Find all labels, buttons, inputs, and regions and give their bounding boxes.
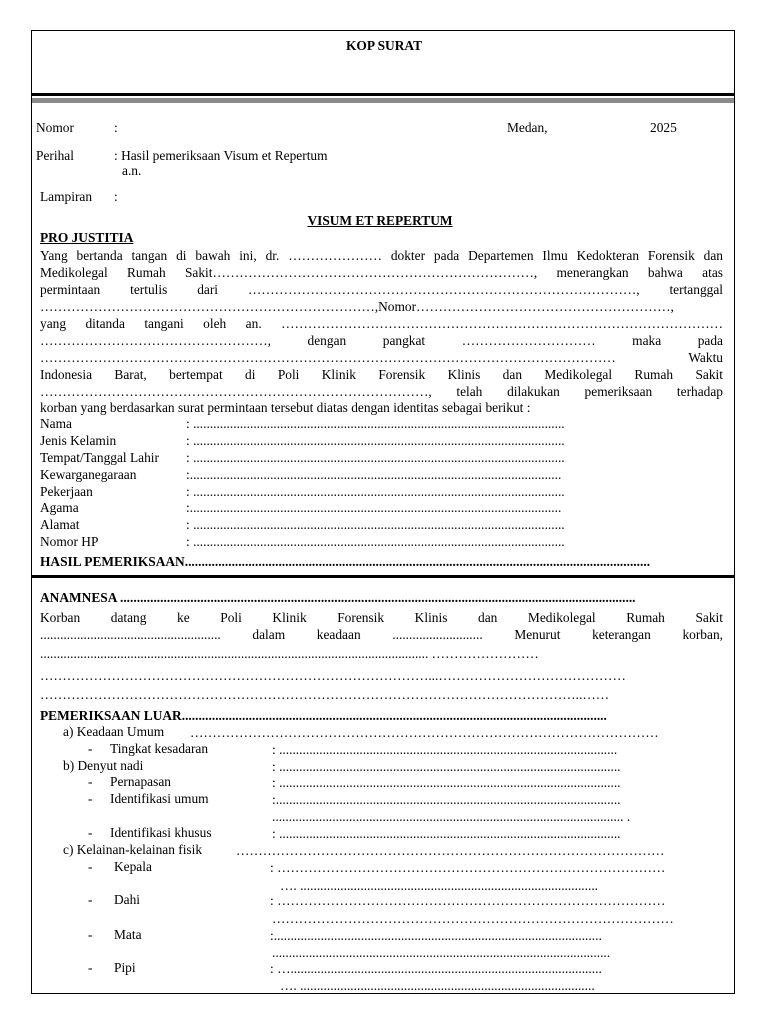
letterhead-title: KOP SURAT — [345, 38, 422, 53]
identity-value: :............................................................................................................... — [186, 467, 562, 482]
intro-line: permintaan tertulis dari ……………………………………………………………………………, tertanggal — [40, 282, 723, 297]
mata-label: Mata — [114, 927, 142, 942]
identity-row-nomor-hp — [40, 533, 724, 550]
list-dash: - — [88, 859, 93, 874]
list-dash: - — [88, 774, 93, 789]
identity-row-kewarganegaraan — [40, 466, 724, 483]
identity-row-agama — [40, 499, 724, 516]
anamnesa-line: .................................................................................................................... …………………… — [40, 646, 539, 661]
nomor-label: Nomor — [36, 120, 74, 135]
identity-row-pekerjaan — [40, 483, 724, 500]
pernapasan-label: Pernapasan — [110, 774, 171, 789]
identity-value: : ............................................................................................................... — [186, 517, 565, 532]
identity-row-alamat — [40, 516, 724, 533]
lampiran-colon: : — [114, 189, 118, 204]
keadaan-umum-label: a) Keadaan Umum — [63, 724, 165, 739]
intro-line: yang ditanda tangani oleh an. ……………………………………………………………………………………… — [40, 316, 723, 331]
kelainan-fisik-dots: …………………………………………………………………………………… — [236, 843, 665, 858]
identity-label: Agama — [40, 500, 79, 515]
document-title: VISUM ET REPERTUM — [307, 213, 453, 228]
pro-justitia-heading: PRO JUSTITIA — [40, 230, 134, 245]
identity-label: Pekerjaan — [40, 484, 93, 499]
lampiran-label: Lampiran — [40, 189, 93, 204]
identity-label: Kewarganegaraan — [40, 467, 137, 482]
hasil-pemeriksaan-heading: HASIL PEMERIKSAAN........................................................................................................................................... — [40, 554, 651, 569]
identity-label: Jenis Kelamin — [40, 433, 117, 448]
identity-row-ttl — [40, 449, 724, 466]
identity-label: Alamat — [40, 517, 80, 532]
mata-continuation: ..................................................................................................... — [272, 945, 611, 960]
letterhead-rule-top — [32, 93, 734, 96]
keadaan-umum-dots: …………………………………………………………………………………………… — [190, 725, 659, 740]
identity-value: :............................................................................................................... — [186, 500, 562, 515]
identity-label: Tempat/Tanggal Lahir — [40, 450, 159, 465]
denyut-nadi-label: b) Denyut nadi — [63, 758, 144, 773]
list-dash: - — [88, 960, 93, 975]
identity-value: : ............................................................................................................... — [186, 484, 565, 499]
anamnesa-line: …………………………………………………………………………………………………………..…… — [40, 687, 610, 702]
kepala-continuation: …. ......................................................................................... — [280, 878, 599, 893]
identity-value: : ............................................................................................................... — [186, 534, 565, 549]
intro-line: ……………………………………………………………………………, telah dilakukan pemeriksaan terhadap — [40, 384, 723, 399]
perihal-value: : Hasil pemeriksaan Visum et Repertum — [114, 148, 328, 163]
identifikasi-khusus-value: : ...................................................................................................... — [272, 826, 621, 841]
perihal-label: Perihal — [36, 148, 74, 163]
identity-value: : ............................................................................................................... — [186, 433, 565, 448]
tingkat-kesadaran-value: : ..................................................................................................... — [272, 742, 618, 757]
city-label: Medan, — [507, 120, 548, 135]
identity-row-nama — [40, 415, 724, 432]
pipi-label: Pipi — [114, 960, 136, 975]
pipi-continuation: …. ........................................................................................ — [280, 978, 595, 993]
intro-line: …………………………………………………………………,Nomor…………………………………………………, — [40, 299, 674, 314]
anamnesa-line: Korban datang ke Poli Klinik Forensik Klinis dan Medikolegal Rumah Sakit — [40, 610, 723, 625]
pernapasan-value: : ...................................................................................................... — [272, 775, 621, 790]
anamnesa-heading: ANAMNESA .......................................................................................................................................................... — [40, 590, 636, 605]
nomor-colon: : — [114, 120, 118, 135]
intro-line: Medikolegal Rumah Sakit………………………………………………………………, menerangkan bahwa atas — [40, 265, 723, 280]
identifikasi-khusus-label: Identifikasi khusus — [110, 825, 212, 840]
identity-value: : ............................................................................................................... — [186, 450, 565, 465]
kelainan-fisik-label: c) Kelainan-kelainan fisik — [63, 842, 203, 857]
intro-line: ……………………………………………, dengan pangkat ………………………… maka pada — [40, 333, 723, 348]
list-dash: - — [88, 791, 93, 806]
list-dash: - — [88, 825, 93, 840]
year-label: 2025 — [650, 120, 677, 135]
perihal-an: a.n. — [122, 163, 142, 178]
identifikasi-umum-value: :....................................................................................................... — [272, 792, 621, 807]
identity-label: Nomor HP — [40, 534, 99, 549]
list-dash: - — [88, 741, 93, 756]
dahi-label: Dahi — [114, 892, 141, 907]
dahi-continuation: ……………………………………………………………………………… — [272, 911, 674, 926]
identifikasi-umum-continuation: ......................................................................................................... . — [272, 809, 631, 824]
denyut-nadi-value: : ...................................................................................................... — [272, 759, 621, 774]
intro-line: Indonesia Barat, bertempat di Poli Klinik Forensik Klinis dan Medikolegal Rumah Sakit — [40, 367, 723, 382]
intro-line-last: korban yang berdasarkan surat permintaan tersebut diatas dengan identitas sebagai berikut : — [40, 400, 531, 415]
identity-value: : ............................................................................................................... — [186, 416, 565, 431]
pipi-value: : …............................................................................................. — [270, 961, 602, 976]
list-dash: - — [88, 927, 93, 942]
anamnesa-line: ...................................................... dalam keadaan ........................... Menurut keterangan korban, — [40, 627, 723, 642]
intro-line: ………………………………………………………………………………………………………………… Waktu — [40, 350, 723, 365]
tingkat-kesadaran-label: Tingkat kesadaran — [110, 741, 209, 756]
anamnesa-line: ……………………………………………………………………………...…………………………………… — [40, 668, 626, 683]
letterhead-rule-grey — [32, 98, 734, 103]
kepala-value: : …………………………………………………………………………… — [270, 860, 666, 875]
pemeriksaan-luar-heading: PEMERIKSAAN LUAR............................................................................................................................... — [40, 708, 607, 723]
mata-value: :.................................................................................................. — [270, 928, 602, 943]
list-dash: - — [88, 892, 93, 907]
dahi-value: : …………………………………………………………………………… — [270, 893, 666, 908]
section-divider — [32, 575, 734, 578]
intro-line: Yang bertanda tangan di bawah ini, dr. ………………… dokter pada Departemen Ilmu Kedokteran Forensik dan — [40, 248, 723, 263]
identifikasi-umum-label: Identifikasi umum — [110, 791, 209, 806]
identity-label: Nama — [40, 416, 72, 431]
kepala-label: Kepala — [114, 859, 152, 874]
identity-row-jenis-kelamin — [40, 432, 724, 449]
